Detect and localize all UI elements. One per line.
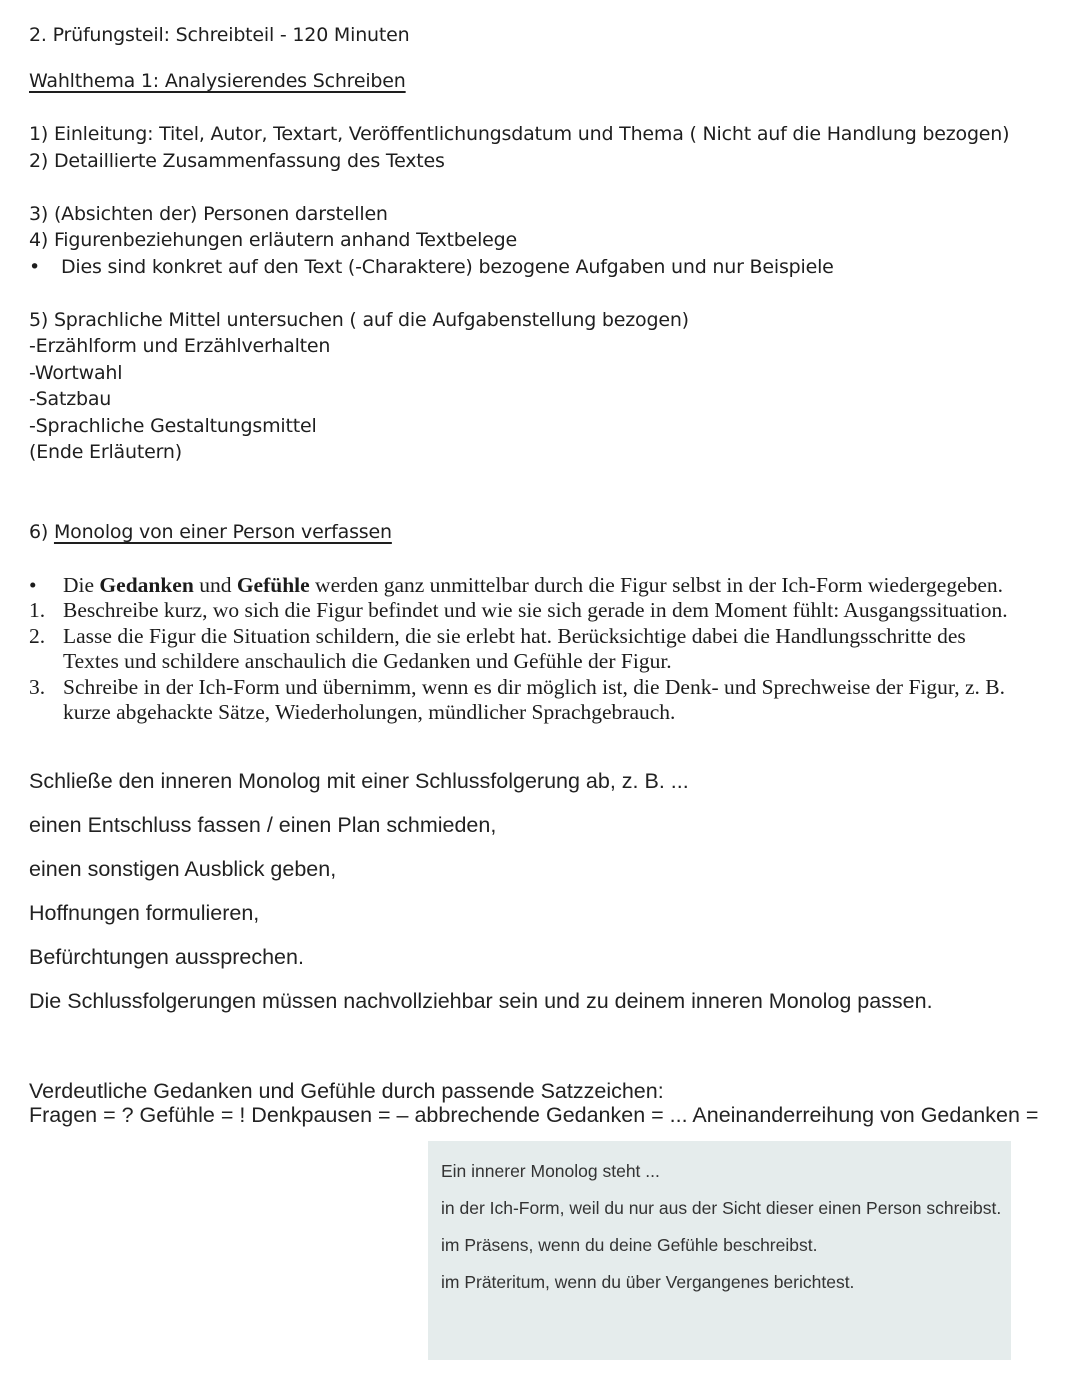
punctuation-list: Fragen = ? Gefühle = ! Denkpausen = – abbrechende Gedanken = ... Aneinanderreihung von Gedanken = bbox=[29, 1103, 1039, 1127]
conclusion-line: Die Schlussfolgerungen müssen nachvollziehbar sein und zu deinem inneren Monolog passen. bbox=[29, 989, 933, 1013]
step-persons: 3) (Absichten der) Personen darstellen bbox=[29, 203, 388, 225]
info-box-line: im Präteritum, wenn du über Vergangenes berichtest. bbox=[441, 1272, 855, 1292]
info-box-line: in der Ich-Form, weil du nur aus der Sicht dieser einen Person schreibst. bbox=[441, 1198, 1002, 1218]
topic-title: Wahlthema 1: Analysierendes Schreiben bbox=[29, 70, 406, 92]
language-end: (Ende Erläutern) bbox=[29, 441, 182, 463]
language-heading: 5) Sprachliche Mittel untersuchen ( auf die Aufgabenstellung bezogen) bbox=[29, 309, 689, 331]
monolog-heading bbox=[29, 521, 392, 543]
monolog-bullet-text: Die Gedanken und Gefühle werden ganz unmittelbar durch die Figur selbst in der Ich-Form wiedergegeben. bbox=[63, 573, 1004, 597]
page-heading: 2. Prüfungsteil: Schreibteil - 120 Minuten bbox=[29, 24, 410, 46]
step-relations: 4) Figurenbeziehungen erläutern anhand Textbelege bbox=[29, 229, 518, 251]
info-box-line: im Präsens, wenn du deine Gefühle beschreibst. bbox=[441, 1235, 818, 1255]
language-item: -Erzählform und Erzählverhalten bbox=[29, 335, 331, 357]
conclusion-line: einen Entschluss fassen / einen Plan schmieden, bbox=[29, 813, 497, 837]
conclusion-line: Schließe den inneren Monolog mit einer Schlussfolgerung ab, z. B. ... bbox=[29, 769, 689, 793]
bullet-symbol: • bbox=[29, 573, 37, 597]
info-box-title: Ein innerer Monolog steht ... bbox=[441, 1161, 660, 1181]
conclusion-line: Hoffnungen formulieren, bbox=[29, 901, 260, 925]
step-summary: 2) Detaillierte Zusammenfassung des Textes bbox=[29, 150, 445, 172]
step-introduction: 1) Einleitung: Titel, Autor, Textart, Veröffentlichungsdatum und Thema ( Nicht auf die Handlung bezogen) bbox=[29, 123, 1010, 145]
monolog-title: Monolog von einer Person verfassen bbox=[53, 521, 392, 543]
language-item: -Satzbau bbox=[29, 388, 112, 410]
bullet-note: Dies sind konkret auf den Text (-Charaktere) bezogene Aufgaben und nur Beispiele bbox=[61, 256, 834, 278]
info-box bbox=[428, 1141, 1011, 1360]
conclusion-line: Befürchtungen aussprechen. bbox=[29, 945, 304, 969]
monolog-prefix: 6) bbox=[29, 521, 54, 543]
bullet-symbol: • bbox=[29, 256, 41, 278]
conclusion-line: einen sonstigen Ausblick geben, bbox=[29, 857, 337, 881]
language-item: -Wortwahl bbox=[29, 362, 123, 384]
punctuation-intro: Verdeutliche Gedanken und Gefühle durch passende Satzzeichen: bbox=[29, 1079, 664, 1103]
language-item: -Sprachliche Gestaltungsmittel bbox=[29, 415, 317, 437]
